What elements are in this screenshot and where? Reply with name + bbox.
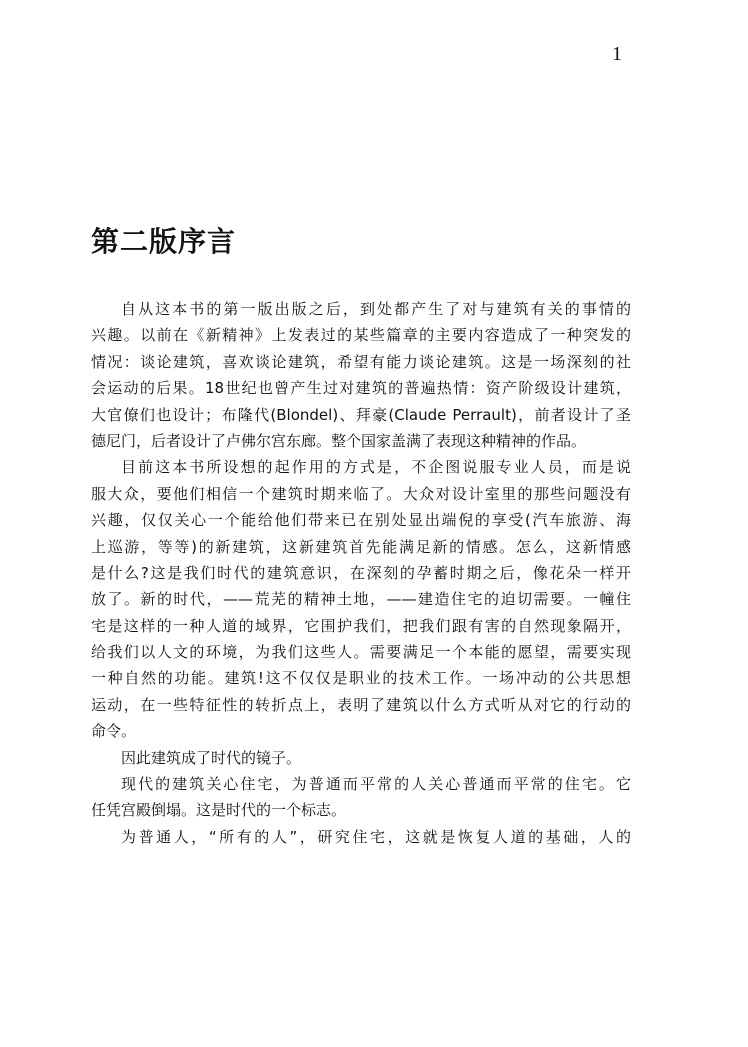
text-line: 是什么?这是我们时代的建筑意识，在深刻的孕蓄时期之后，像花朵一样开 [91,563,631,582]
text-line: 放了。新的时代，——荒芜的精神土地，——建造住宅的迫切需要。一幢住 [91,590,631,609]
text-line: 兴趣，仅仅关心一个能给他们带来已在别处显出端倪的享受(汽车旅游、海 [91,511,631,530]
text-line: 大官僚们也设计；布隆代(Blondel)、拜豪(Claude Perrault)，前者设计了圣 [91,405,631,424]
page-title: 第二版序言 [91,225,237,258]
text-line: 命令。 [91,722,137,741]
text-line: 为普通人，“所有的人”，研究住宅，这就是恢复人道的基础，人的 [121,827,631,846]
text-line: 德尼门，后者设计了卢佛尔宫东廊。整个国家盖满了表现这种精神的作品。 [91,431,587,450]
text-line: 给我们以人文的环境，为我们这些人。需要满足一个本能的愿望，需要实现 [91,643,631,662]
body-text [91,296,631,850]
text-line: 服大众，要他们相信一个建筑时期来临了。大众对设计室里的那些问题没有 [91,484,631,503]
text-line: 上巡游，等等)的新建筑，这新建筑首先能满足新的情感。怎么，这新情感 [91,537,631,556]
page-number: 1 [612,43,622,65]
text-line: 兴趣。以前在《新精神》上发表过的某些篇章的主要内容造成了一种突发的 [91,326,631,345]
text-line: 情况：谈论建筑，喜欢谈论建筑，希望有能力谈论建筑。这是一场深刻的社 [91,352,631,371]
text-line: 宅是这样的一种人道的域界，它围护我们，把我们跟有害的自然现象隔开， [91,616,631,635]
text-line: 目前这本书所设想的起作用的方式是，不企图说服专业人员，而是说 [121,458,631,477]
text-line: 现代的建筑关心住宅，为普通而平常的人关心普通而平常的住宅。它 [121,775,631,794]
text-line: 一种自然的功能。建筑!这不仅仅是职业的技术工作。一场冲动的公共思想 [91,669,631,688]
text-line: 因此建筑成了时代的镜子。 [121,748,302,767]
text-line: 自从这本书的第一版出版之后，到处都产生了对与建筑有关的事情的 [121,300,631,318]
text-line: 运动，在一些特征性的转折点上，表明了建筑以什么方式听从对它的行动的 [91,695,631,714]
text-line: 任凭宫殿倒塌。这是时代的一个标志。 [91,801,347,820]
text-line: 会运动的后果。18世纪也曾产生过对建筑的普遍热情：资产阶级设计建筑， [91,379,631,398]
